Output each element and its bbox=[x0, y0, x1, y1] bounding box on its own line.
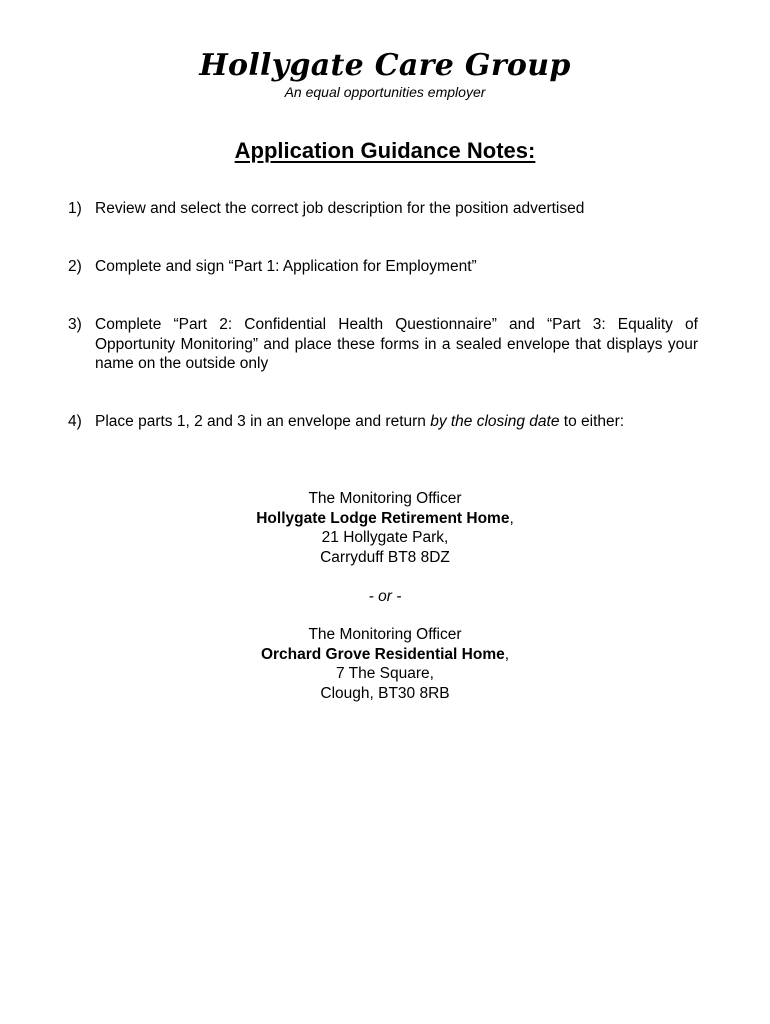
step-number: 2) bbox=[68, 258, 82, 275]
step-number: 4) bbox=[68, 413, 82, 430]
address-town: Clough, BT30 8RB bbox=[320, 684, 450, 702]
address-block-orchard-grove bbox=[0, 625, 770, 703]
step-1 bbox=[68, 199, 698, 219]
step-text-end: to either: bbox=[559, 413, 625, 430]
address-home-name: Hollygate Lodge Retirement Home bbox=[256, 509, 510, 527]
address-block-hollygate bbox=[0, 489, 770, 567]
address-home-suffix: , bbox=[509, 509, 514, 527]
page-title: Application Guidance Notes: bbox=[234, 138, 536, 163]
organisation-name: Hollygate Care Group bbox=[199, 48, 571, 83]
organisation-tagline: An equal opportunities employer bbox=[284, 84, 486, 100]
address-recipient: The Monitoring Officer bbox=[308, 490, 462, 507]
address-street: 7 The Square, bbox=[336, 665, 434, 682]
step-text-start: Place parts 1, 2 and 3 in an envelope and return bbox=[95, 413, 431, 430]
address-separator: - or - bbox=[368, 588, 402, 605]
step-text: Complete “Part 2: Confidential Health Questionnaire” and “Part 3: Equality of Opportunity Monitoring” and place these forms in a sealed envelope that displays your name on the outside only bbox=[95, 316, 698, 372]
address-home-suffix: , bbox=[504, 645, 510, 663]
step-2 bbox=[68, 257, 698, 277]
address-home-name: Orchard Grove Residential Home bbox=[260, 645, 505, 663]
address-home-line bbox=[0, 509, 770, 529]
step-number: 3) bbox=[68, 316, 82, 333]
step-number: 1) bbox=[68, 200, 82, 217]
address-town: Carryduff BT8 8DZ bbox=[320, 548, 450, 566]
address-recipient: The Monitoring Officer bbox=[308, 626, 462, 643]
step-4 bbox=[68, 412, 698, 432]
step-text bbox=[95, 412, 698, 432]
address-home-line bbox=[0, 645, 770, 665]
address-street: 21 Hollygate Park, bbox=[321, 529, 449, 546]
step-text: Complete and sign “Part 1: Application for Employment” bbox=[95, 258, 477, 275]
step-text-emphasis: by the closing date bbox=[430, 413, 560, 430]
step-text: Review and select the correct job description for the position advertised bbox=[95, 200, 585, 217]
step-3 bbox=[68, 315, 698, 374]
